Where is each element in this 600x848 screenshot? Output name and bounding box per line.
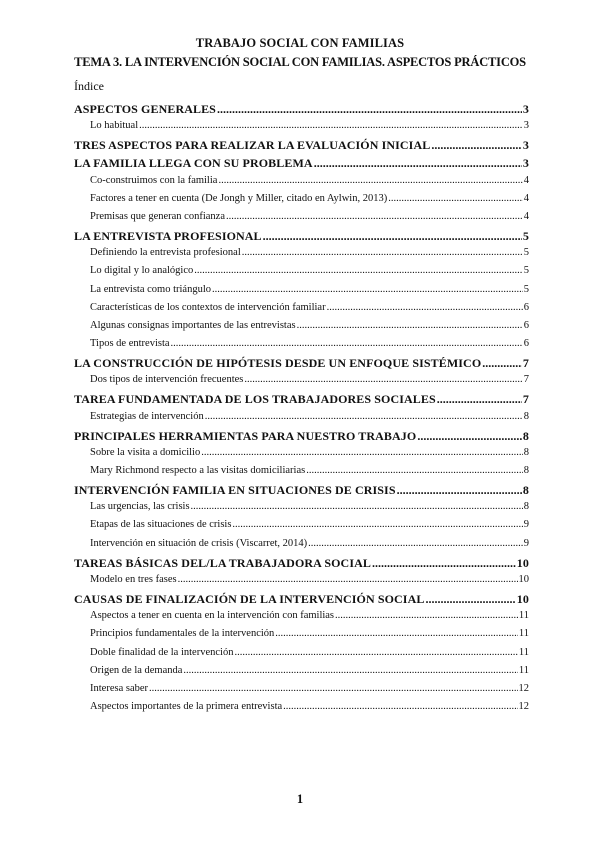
toc-subsection-link[interactable]	[90, 447, 529, 458]
toc-entry-page: 12	[518, 700, 529, 712]
toc-subsection-link[interactable]	[90, 701, 529, 712]
toc-dot-leader	[306, 465, 523, 476]
toc-dot-leader	[212, 284, 523, 295]
toc-section-link[interactable]	[74, 138, 529, 153]
toc-subsection-link[interactable]	[90, 574, 529, 585]
toc-subsection-link[interactable]	[90, 175, 529, 186]
toc-entry-title: Algunas consignas importantes de las entrevistas	[90, 319, 296, 331]
toc-entry-title: Modelo en tres fases	[90, 573, 177, 585]
toc-subsection-link[interactable]	[90, 284, 529, 295]
toc-section-link[interactable]	[74, 156, 529, 171]
toc-subsection-link[interactable]	[90, 628, 529, 639]
toc-dot-leader	[437, 392, 522, 407]
toc-subsection-link[interactable]	[90, 465, 529, 476]
toc-entry-page: 8	[522, 483, 529, 498]
toc-entry-title: Principios fundamentales de la intervención	[90, 628, 275, 640]
toc-entry-page: 10	[518, 573, 529, 585]
toc-entry-page: 8	[523, 501, 529, 513]
toc-subsection-link[interactable]	[90, 211, 529, 222]
toc-subsection-link[interactable]	[90, 374, 529, 385]
toc-section-link[interactable]	[74, 592, 529, 607]
toc-entry-title: Tipos de entrevista	[90, 337, 170, 349]
toc-subsection-link[interactable]	[90, 610, 529, 621]
toc-subsection-link[interactable]	[90, 411, 529, 422]
toc-dot-leader	[232, 519, 522, 530]
toc-entry-title: Dos tipos de intervención frecuentes	[90, 374, 244, 386]
toc-section-link[interactable]	[74, 356, 529, 371]
toc-section-link[interactable]	[74, 102, 529, 117]
toc-subsection-link[interactable]	[90, 265, 529, 276]
toc-entry-title: Etapas de las situaciones de crisis	[90, 519, 232, 531]
toc-entry-page: 7	[522, 356, 529, 371]
toc-entry-title: Características de los contextos de intervención familiar	[90, 301, 326, 313]
toc-dot-leader	[234, 647, 517, 658]
toc-subsection-link[interactable]	[90, 665, 529, 676]
toc-dot-leader	[417, 429, 522, 444]
toc-subsection-link[interactable]	[90, 320, 529, 331]
toc-entry-title: LA CONSTRUCCIÓN DE HIPÓTESIS DESDE UN ENFOQUE SISTÉMICO	[74, 356, 482, 371]
toc-entry-title: Estrategias de intervención	[90, 410, 204, 422]
toc-entry-title: CAUSAS DE FINALIZACIÓN DE LA INTERVENCIÓN SOCIAL	[74, 592, 425, 607]
toc-entry-title: Lo habitual	[90, 120, 139, 132]
toc-entry-title: Las urgencias, las crisis	[90, 501, 190, 513]
toc-entry-page: 5	[522, 229, 529, 244]
toc-dot-leader	[244, 374, 522, 385]
toc-dot-leader	[191, 501, 523, 512]
toc-entry-title: La entrevista como triángulo	[90, 283, 212, 295]
toc-entry-title: Intervención en situación de crisis (Viscarret, 2014)	[90, 537, 308, 549]
toc-entry-title: Doble finalidad de la intervención	[90, 646, 234, 658]
toc-dot-leader	[327, 302, 523, 313]
toc-entry-page: 3	[522, 102, 529, 116]
toc-entry-page: 11	[518, 628, 529, 640]
toc-dot-leader	[217, 102, 522, 117]
toc-dot-leader	[242, 247, 523, 258]
toc-dot-leader	[139, 120, 523, 131]
toc-entry-page: 11	[518, 610, 529, 622]
toc-entry-page: 4	[523, 210, 529, 222]
toc-entry-title: Origen de la demanda	[90, 664, 183, 676]
toc-entry-page: 8	[523, 410, 529, 422]
toc-entry-page: 7	[522, 392, 529, 407]
toc-entry-page: 4	[523, 174, 529, 186]
toc-dot-leader	[201, 447, 523, 458]
toc-entry-page: 10	[516, 555, 529, 570]
toc-dot-leader	[297, 320, 523, 331]
toc-subsection-link[interactable]	[90, 683, 529, 694]
toc-dot-leader	[397, 483, 522, 498]
toc-entry-title: Mary Richmond respecto a las visitas domiciliarias	[90, 465, 306, 476]
toc-subsection-link[interactable]	[90, 501, 529, 512]
toc-entry-title: Aspectos importantes de la primera entrevista	[90, 700, 283, 712]
toc-section-link[interactable]	[74, 483, 529, 498]
toc-entry-title: Premisas que generan confianza	[90, 210, 225, 222]
toc-dot-leader	[275, 628, 518, 639]
toc-dot-leader	[314, 156, 522, 171]
toc-entry-page: 9	[523, 537, 529, 549]
toc-dot-leader	[194, 265, 523, 276]
toc-entry-page: 6	[523, 337, 529, 349]
document-subtitle: TEMA 3. LA INTERVENCIÓN SOCIAL CON FAMILIAS. ASPECTOS PRÁCTICOS	[74, 55, 526, 69]
toc-subsection-link[interactable]	[90, 538, 529, 549]
toc-entry-page: 8	[522, 428, 529, 443]
toc-entry-page: 10	[516, 592, 529, 607]
toc-entry-page: 3	[522, 138, 529, 153]
toc-entry-title: Lo digital y lo analógico	[90, 265, 194, 277]
toc-entry-title: LA ENTREVISTA PROFESIONAL	[74, 229, 262, 244]
toc-subsection-link[interactable]	[90, 647, 529, 658]
toc-dot-leader	[283, 701, 517, 712]
toc-entry-title: Aspectos a tener en cuenta en la intervención con familias	[90, 610, 335, 622]
toc-section-link[interactable]	[74, 392, 529, 407]
toc-entry-title: PRINCIPALES HERRAMIENTAS PARA NUESTRO TRABAJO	[74, 428, 417, 443]
toc-subsection-link[interactable]	[90, 193, 529, 204]
toc-subsection-link[interactable]	[90, 247, 529, 258]
toc-entry-page: 7	[523, 374, 529, 386]
toc-dot-leader	[178, 574, 518, 585]
index-heading: Índice	[74, 79, 104, 93]
toc-section-link[interactable]	[74, 229, 529, 244]
page-number: 1	[296, 792, 304, 806]
toc-entry-title: TAREA FUNDAMENTADA DE LOS TRABAJADORES SOCIALES	[74, 392, 436, 407]
toc-dot-leader	[335, 610, 518, 621]
toc-entry-page: 5	[523, 283, 529, 295]
toc-entry-title: LA FAMILIA LLEGA CON SU PROBLEMA	[74, 156, 313, 171]
toc-section-link[interactable]	[74, 429, 529, 444]
toc-subsection-link[interactable]	[90, 519, 529, 530]
toc-dot-leader	[171, 338, 523, 349]
toc-entry-page: 6	[523, 319, 529, 331]
toc-entry-page: 11	[518, 664, 529, 676]
toc-entry-page: 6	[523, 301, 529, 313]
toc-entry-title: Definiendo la entrevista profesional	[90, 247, 241, 259]
toc-entry-page: 9	[523, 519, 529, 531]
toc-entry-title: INTERVENCIÓN FAMILIA EN SITUACIONES DE CRISIS	[74, 483, 396, 498]
toc-entry-title: TRES ASPECTOS PARA REALIZAR LA EVALUACIÓN INICIAL	[74, 138, 431, 153]
document-title: TRABAJO SOCIAL CON FAMILIAS	[195, 36, 405, 50]
toc-entry-page: 5	[523, 247, 529, 259]
toc-entry-title: Sobre la visita a domicilio	[90, 446, 201, 458]
toc-subsection-link[interactable]	[90, 302, 529, 313]
toc-entry-title: Co-construimos con la familia	[90, 174, 218, 186]
toc-entry-title: TAREAS BÁSICAS DEL/LA TRABAJADORA SOCIAL	[74, 555, 371, 570]
toc-entry-page: 3	[523, 120, 529, 132]
toc-entry-page: 8	[523, 446, 529, 458]
toc-entry-page: 4	[523, 192, 529, 204]
toc-entry-title: ASPECTOS GENERALES	[74, 102, 216, 116]
toc-dot-leader	[388, 193, 523, 204]
toc-entry-title: Factores a tener en cuenta (De Jongh y Miller, citado en Aylwin, 2013)	[90, 192, 388, 204]
toc-dot-leader	[218, 175, 522, 186]
toc-dot-leader	[183, 665, 517, 676]
toc-entry-page: 3	[522, 156, 529, 171]
toc-subsection-link[interactable]	[90, 338, 529, 349]
toc-entry-page: 12	[518, 682, 529, 694]
toc-subsection-link[interactable]	[90, 120, 529, 131]
toc-dot-leader	[205, 411, 523, 422]
toc-dot-leader	[425, 592, 515, 607]
toc-dot-leader	[263, 229, 522, 244]
toc-dot-leader	[431, 138, 522, 153]
toc-dot-leader	[308, 538, 523, 549]
toc-entry-title: Interesa saber	[90, 682, 149, 694]
toc-entry-page: 8	[523, 465, 529, 476]
toc-dot-leader	[149, 683, 517, 694]
toc-dot-leader	[226, 211, 523, 222]
toc-section-link[interactable]	[74, 556, 529, 571]
toc-entry-page: 11	[518, 646, 529, 658]
toc-dot-leader	[372, 556, 516, 571]
toc-entry-page: 5	[523, 265, 529, 277]
toc-dot-leader	[482, 356, 522, 371]
